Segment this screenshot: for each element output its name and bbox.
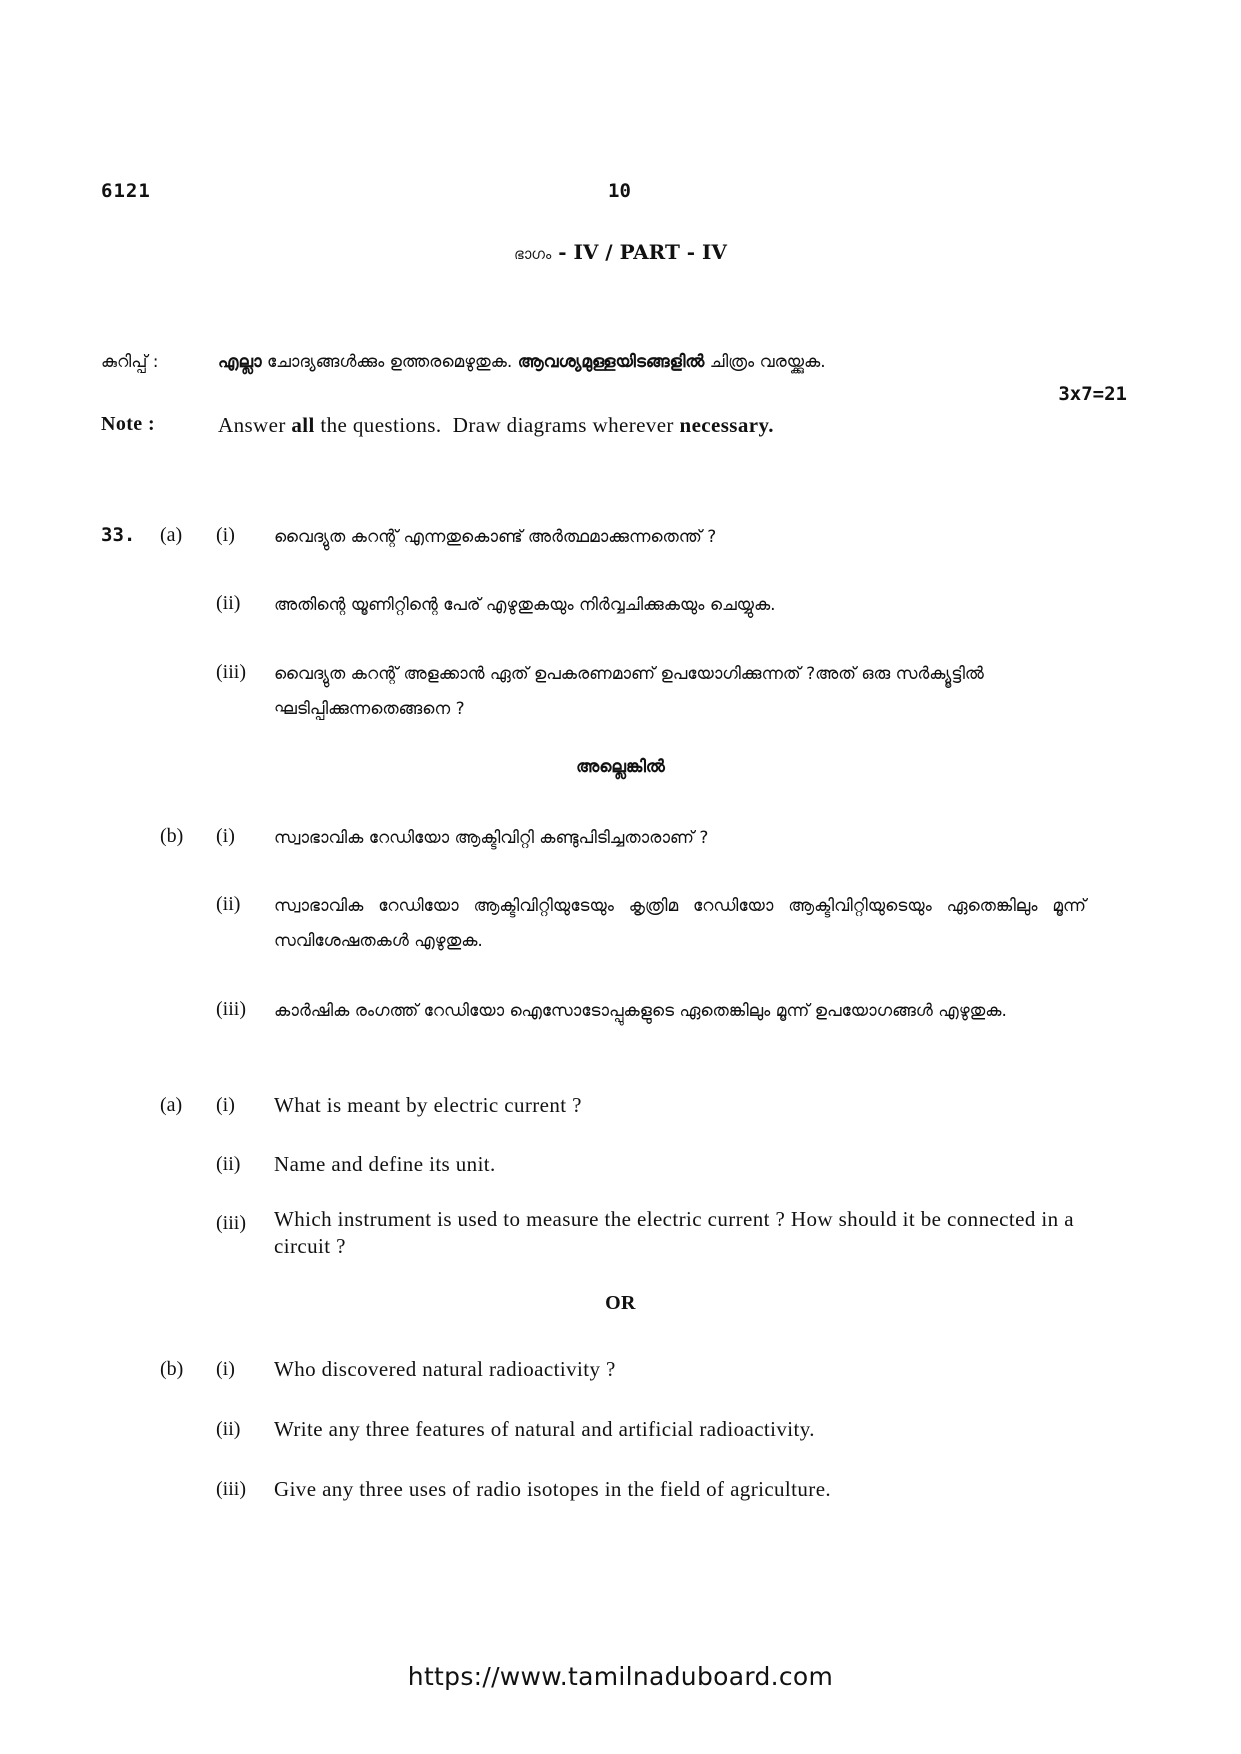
ml-b-ii-roman: (ii) [216,893,241,915]
part-heading [0,240,1241,264]
en-a-letter: (a) [160,1094,183,1116]
ml-a-iii-roman: (iii) [216,661,246,683]
en-a-iii-roman: (iii) [216,1212,246,1234]
ml-b-i-roman: (i) [216,825,235,847]
part-heading-en: PART - IV [619,240,727,264]
en-a-i-roman: (i) [216,1094,235,1116]
note-ml-label: കുറിപ്പ് : [101,352,159,372]
en-b-iii-text: Give any three uses of radio isotopes in the field of agriculture. [274,1477,832,1501]
note-ml-part1: ചോദ്യങ്ങൾക്കും ഉത്തരമെഴുതുക. [261,352,518,372]
or-ml: അല്ലെങ്കിൽ [576,757,665,777]
note-ml-part2: ചിത്രം വരയ്ക്കുക. [704,352,826,372]
note-en-text [218,413,774,438]
note-en-part1: Answer [218,413,292,437]
marks-allocation: 3x7=21 [1058,383,1127,405]
note-ml-bold-all: എല്ലാ [218,352,262,372]
note-en-bold-all: all [291,413,315,437]
en-b-ii-text: Write any three features of natural and artificial radioactivity. [274,1417,815,1441]
en-a-ii-text: Name and define its unit. [274,1152,496,1176]
note-ml-text [218,352,826,372]
note-ml-bold-necessary: ആവശ്യമുള്ളയിടങ്ങളിൽ [517,352,705,372]
ml-b-iii-text: കാർഷിക രംഗത്ത് റേഡിയോ ഐസോടോപ്പുകളുടെ ഏതെങ്കിലും മൂന്ന് ഉപയോഗങ്ങൾ എഴുതുക. [274,1001,1007,1021]
paper-code: 6121 [101,180,151,202]
en-b-i-text: Who discovered natural radioactivity ? [274,1357,616,1381]
en-a-ii-roman: (ii) [216,1153,241,1175]
ml-a-ii-text: അതിന്റെ യൂണിറ്റിന്റെ പേര് എഴുതുകയും നിർവ്വചിക്കുകയും ചെയ്യുക. [274,595,776,615]
ml-b-iii-roman: (iii) [216,998,246,1020]
en-b-i-roman: (i) [216,1358,235,1380]
ml-a-i-text: വൈദ്യുത കറന്റ് എന്നതുകൊണ്ട് അർത്ഥമാക്കുന്നതെന്ത് ? [274,527,717,547]
ml-a-ii-roman: (ii) [216,592,241,614]
ml-a-i-roman: (i) [216,524,235,546]
page-number: 10 [608,180,631,202]
footer-url[interactable]: https://www.tamilnaduboard.com [407,1662,834,1691]
note-en-part2: the questions. Draw diagrams wherever [314,413,680,437]
note-en-label: Note : [101,413,156,435]
ml-a-letter: (a) [160,524,183,546]
part-heading-sep: - IV / [551,240,620,264]
note-en-bold-necessary: necessary. [679,413,774,437]
question-number: 33. [101,524,136,546]
ml-b-i-text: സ്വാഭാവിക റേഡിയോ ആക്ടിവിറ്റി കണ്ടുപിടിച്ചതാരാണ് ? [274,828,709,848]
ml-b-ii-text: സ്വാഭാവിക റേഡിയോ ആക്ടിവിറ്റിയുടേയും കൃത്രിമ റേഡിയോ ആക്ടിവിറ്റിയുടെയും ഏതെങ്കിലും മൂന്ന് സവിശേഷതകൾ എഴുതുക. [274,896,1086,951]
en-b-letter: (b) [160,1358,184,1380]
en-a-i-text: What is meant by electric current ? [274,1093,582,1117]
part-heading-ml: ഭാഗം [514,245,552,263]
ml-b-letter: (b) [160,825,184,847]
ml-a-iii-text: വൈദ്യുത കറന്റ് അളക്കാൻ ഏത് ഉപകരണമാണ് ഉപയോഗിക്കുന്നത് ?അത് ഒരു സർക്യൂട്ടിൽ ഘടിപ്പിക്കുന്നതെങ്ങനെ ? [274,664,984,719]
en-b-ii-roman: (ii) [216,1418,241,1440]
en-a-iii-text: Which instrument is used to measure the electric current ? How should it be connected in a circuit ? [274,1207,1074,1258]
en-b-iii-roman: (iii) [216,1478,246,1500]
or-en: OR [605,1292,636,1314]
